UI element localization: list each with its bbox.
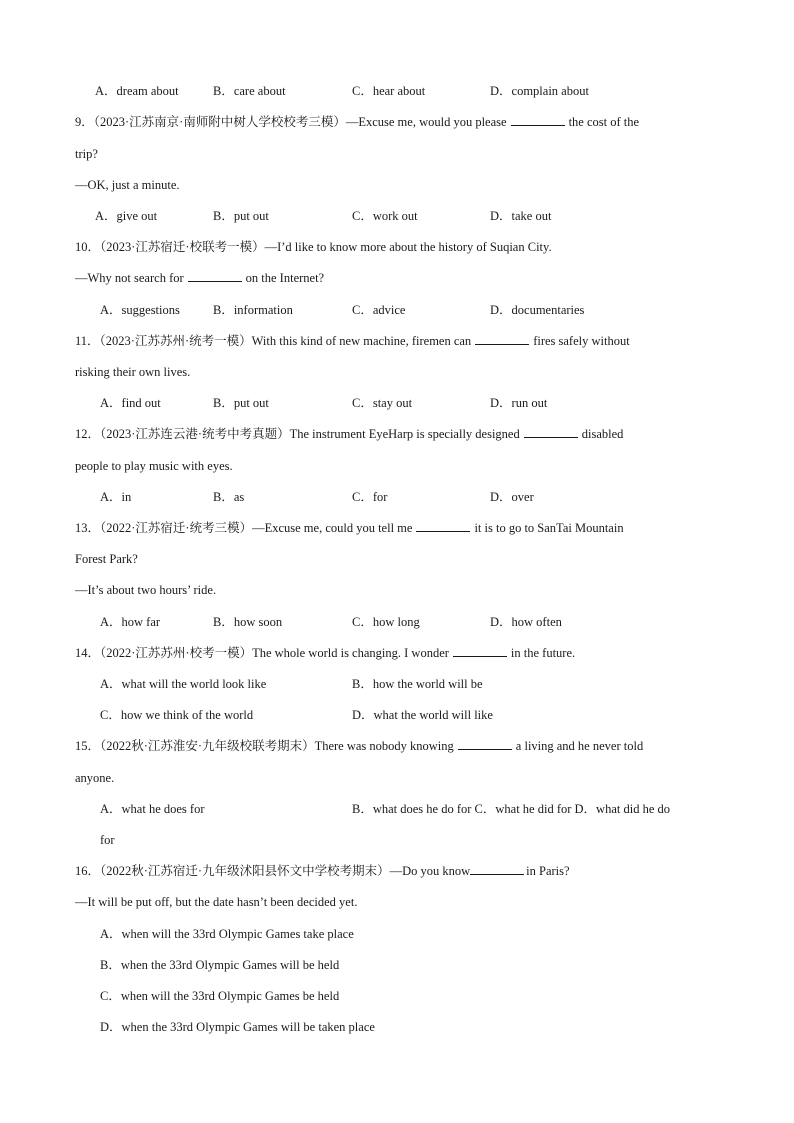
q12-option-b: B．as	[213, 490, 245, 504]
q13-stem-cont: Forest Park?	[75, 552, 138, 566]
q11-blank	[475, 333, 529, 345]
q14-option-d: D．what the world will like	[352, 708, 493, 722]
q11-option-d: D．run out	[490, 396, 548, 410]
q12-blank	[524, 426, 578, 438]
q16-stem-tail: in Paris?	[526, 864, 570, 878]
q8-option-d: D．complain about	[490, 84, 589, 98]
q14-stem-tail: in the future.	[510, 646, 576, 660]
q10-option-c: C．advice	[352, 303, 406, 317]
q14-option-b: B．how the world will be	[352, 677, 483, 691]
q13-blank	[416, 520, 470, 532]
q13-stem-tail: it is to go to SanTai Mountain	[474, 521, 624, 535]
q11-stem-tail: fires safely without	[533, 334, 630, 348]
q12-stem-cont: people to play music with eyes.	[75, 459, 233, 473]
q16-blank	[470, 863, 524, 875]
q11-option-c: C．stay out	[352, 396, 413, 410]
q9-stem-cont: trip?	[75, 147, 98, 161]
q11-option-a: A．find out	[100, 396, 161, 410]
q13-reply: —It’s about two hours’ ride.	[75, 583, 217, 597]
q15-option-a: A．what he does for	[100, 802, 205, 816]
q8-option-b: B．care about	[213, 84, 286, 98]
q15-stem-tail: a living and he never told	[515, 739, 644, 753]
q15-options-bcd: B．what does he do for C．what he did for D．what did he do	[352, 802, 670, 816]
q9-stem-tail: the cost of the	[568, 115, 640, 129]
q14-blank	[453, 645, 507, 657]
q16-reply: —It will be put off, but the date hasn’t been decided yet.	[75, 895, 358, 909]
q10-option-b: B．information	[213, 303, 293, 317]
q16-option-b: B．when the 33rd Olympic Games will be held	[100, 958, 340, 972]
q9-option-b: B．put out	[213, 209, 269, 223]
q16-stem	[75, 863, 570, 879]
q14-option-c: C．how we think of the world	[100, 708, 254, 722]
q15-blank	[458, 738, 512, 750]
q11-stem-text: 11．（2023·江苏苏州·统考一模）With this kind of new machine, firemen can	[75, 334, 472, 348]
q9-option-c: C．work out	[352, 209, 418, 223]
q15-stem-cont: anyone.	[75, 771, 115, 785]
q10-option-d: D．documentaries	[490, 303, 585, 317]
q15-option-d-cont: for	[100, 833, 115, 847]
q15-stem	[75, 738, 643, 754]
q10-reply-tail: on the Internet?	[245, 271, 325, 285]
q9-stem	[75, 114, 639, 130]
q13-stem-text: 13．（2022·江苏宿迁·统考三模）—Excuse me, could you tell me	[75, 521, 413, 535]
q10-reply-text: —Why not search for	[75, 271, 184, 285]
q16-option-a: A．when will the 33rd Olympic Games take place	[100, 927, 354, 941]
q16-stem-text: 16．（2022秋·江苏宿迁·九年级沭阳县怀文中学校考期末）—Do you know	[75, 864, 471, 878]
q8-option-c: C．hear about	[352, 84, 426, 98]
q10-reply	[75, 270, 324, 286]
q12-option-d: D．over	[490, 490, 534, 504]
q8-option-a: A．dream about	[95, 84, 179, 98]
q10-option-a: A．suggestions	[100, 303, 180, 317]
q13-option-b: B．how soon	[213, 615, 283, 629]
q9-option-d: D．take out	[490, 209, 552, 223]
q12-stem-text: 12．（2023·江苏连云港·统考中考真题）The instrument EyeHarp is specially designed	[75, 427, 520, 441]
q12-option-c: C．for	[352, 490, 388, 504]
q9-stem-text: 9．（2023·江苏南京·南师附中树人学校校考三模）—Excuse me, would you please	[75, 115, 507, 129]
q12-stem-tail: disabled	[581, 427, 624, 441]
q14-option-a: A．what will the world look like	[100, 677, 267, 691]
q11-stem-cont: risking their own lives.	[75, 365, 191, 379]
q13-option-a: A．how far	[100, 615, 161, 629]
q11-option-b: B．put out	[213, 396, 269, 410]
q10-stem: 10．（2023·江苏宿迁·校联考一模）—I’d like to know more about the history of Suqian City.	[75, 240, 552, 254]
q12-option-a: A．in	[100, 490, 132, 504]
q13-option-d: D．how often	[490, 615, 562, 629]
q9-blank	[511, 114, 565, 126]
q10-blank	[188, 270, 242, 282]
q14-stem-text: 14．（2022·江苏苏州·校考一模）The whole world is changing. I wonder	[75, 646, 449, 660]
q9-option-a: A．give out	[95, 209, 158, 223]
q13-option-c: C．how long	[352, 615, 420, 629]
q11-stem	[75, 333, 630, 349]
q16-option-d: D．when the 33rd Olympic Games will be taken place	[100, 1020, 375, 1034]
q15-stem-text: 15．（2022秋·江苏淮安·九年级校联考期末）There was nobody knowing	[75, 739, 454, 753]
q12-stem	[75, 426, 623, 442]
q14-stem	[75, 645, 575, 661]
q13-stem	[75, 520, 624, 536]
q16-option-c: C．when will the 33rd Olympic Games be held	[100, 989, 340, 1003]
q9-reply: —OK, just a minute.	[75, 178, 180, 192]
